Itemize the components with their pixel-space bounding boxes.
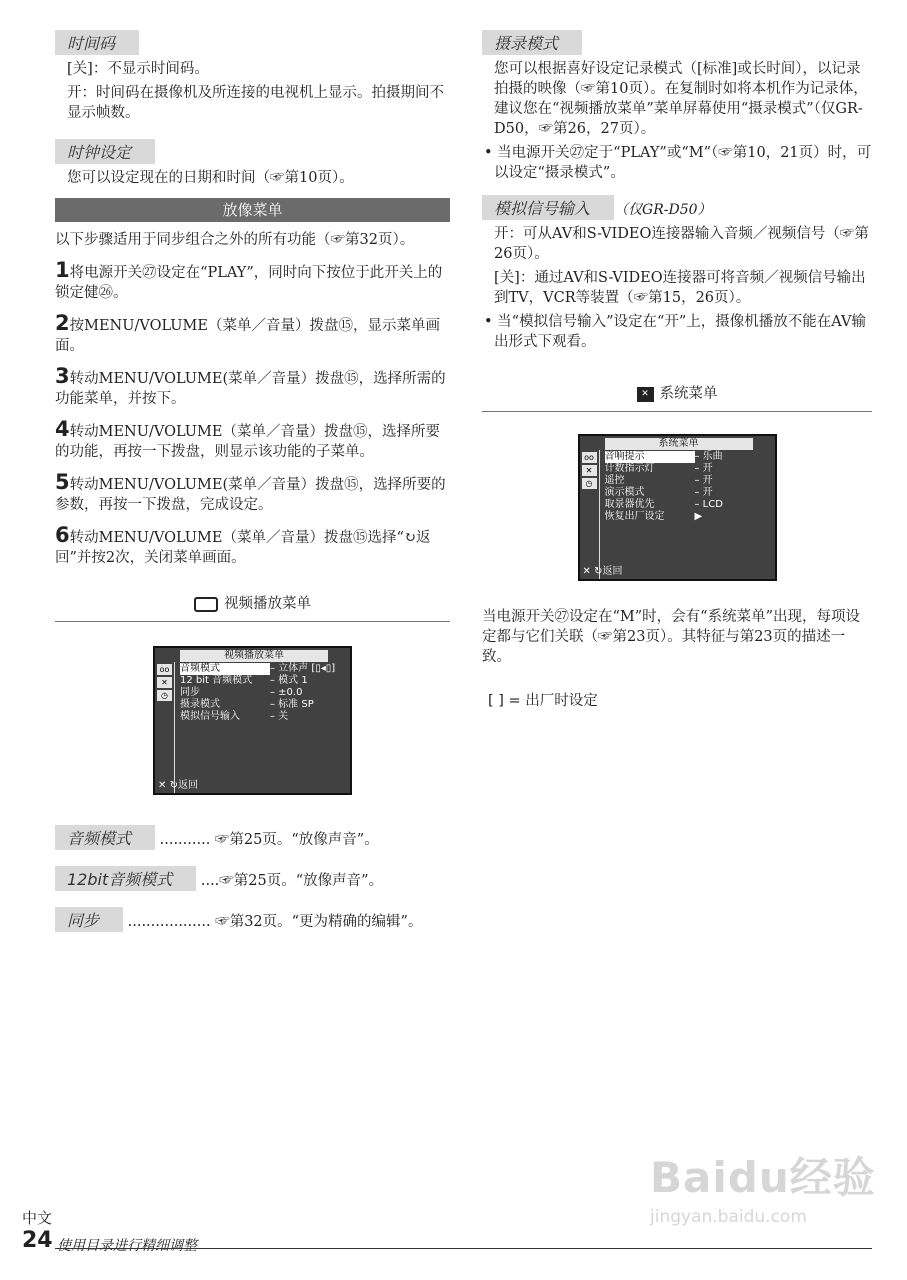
ref-item [55, 825, 450, 850]
step-number: 6 [55, 523, 70, 547]
section-heading-timecode: 时间码 [55, 30, 139, 55]
footer-divider [55, 1248, 872, 1249]
menu-row-label: 演示模式 [604, 487, 645, 498]
step-number: 1 [55, 258, 70, 282]
ref-item [55, 866, 450, 891]
step [55, 366, 450, 409]
menu-row-label: 同步 [180, 687, 200, 698]
screen-title: 视频播放菜单 [180, 650, 328, 662]
timecode-on-text: 开：时间码在摄像机及所连接的电视机上显示。拍摄期间不显示帧数。 [67, 85, 444, 121]
watermark-url: jingyan.baidu.com [650, 1207, 807, 1227]
section-heading-record-mode: 摄录模式 [482, 30, 582, 55]
menu-row-value: – 开 [694, 475, 713, 486]
analog-on-text: 开：可从AV和S-VIDEO连接器输入音频／视频信号（☞第26页）。 [494, 226, 869, 262]
step-text: 按MENU/VOLUME（菜单／音量）拨盘⑮，显示菜单画面。 [55, 318, 440, 354]
playback-menu-screen [153, 646, 352, 795]
analog-off-text: [关]：通过AV和S-VIDEO连接器可将音频／视频信号输出到TV，VCR等装置（☞第15，26页）。 [494, 270, 866, 306]
clock-icon: ◷ [582, 478, 597, 489]
close-icon: ✕ [158, 780, 167, 791]
page-footer [22, 1207, 197, 1254]
system-icon: ✕ [637, 387, 654, 402]
menu-row-value: – 乐曲 [694, 451, 723, 462]
system-menu-label: 系统菜单 [659, 386, 718, 402]
menu-row-value: ▶ [694, 511, 703, 522]
menu-row-label: 12 bit 音频模式 [180, 675, 253, 686]
step [55, 313, 450, 356]
step-text: 将电源开关㉗设定在“PLAY”，同时向下按位于此开关上的锁定健㉖。 [55, 265, 443, 301]
menu-row-value: – 开 [694, 463, 713, 474]
section-heading-clock: 时钟设定 [55, 139, 155, 164]
section-heading-analog-input [482, 195, 872, 224]
screen-sidebar [580, 450, 600, 579]
step [55, 419, 450, 462]
menu-row[interactable] [180, 687, 345, 699]
menu-row[interactable] [605, 475, 770, 487]
menu-row[interactable] [605, 463, 770, 475]
ref-text: .................. ☞第32页。“更为精确的编辑”。 [127, 914, 423, 930]
record-mode-text: 您可以根据喜好设定记录模式（[标准]或长时间），以记录拍摄的映像（☞第10页）。在复制时如将本机作为记录体，建议您在“视频播放菜单”菜单屏幕使用“摄录模式”（仅GR-D50，☞第26，27页）。 [494, 61, 868, 137]
menu-row[interactable] [605, 451, 770, 463]
left-column [55, 30, 450, 932]
back-label: ↻返回 [169, 780, 198, 791]
default-setting-legend: [ ] = 出厂时设定 [488, 693, 598, 709]
ref-title: 12bit音频模式 [55, 866, 196, 891]
watermark-logo: Baidu经验 [650, 1153, 876, 1202]
menu-row-value: – LCD [694, 499, 723, 510]
step-number: 4 [55, 417, 70, 441]
ref-item [55, 907, 450, 932]
menu-row-value: – 标准 SP [270, 699, 314, 710]
menu-row-value: – ±0.0 [270, 687, 303, 698]
close-icon: ✕ [582, 566, 591, 577]
step-number: 2 [55, 311, 70, 335]
menu-row[interactable] [605, 511, 770, 523]
menu-row[interactable] [605, 487, 770, 499]
step-number: 3 [55, 364, 70, 388]
language-label: 中文 [22, 1209, 53, 1227]
menu-row[interactable] [180, 699, 345, 711]
ref-text: ....☞第25页。“放像声音”。 [200, 873, 384, 889]
menu-row-label: 遥控 [604, 475, 625, 486]
step-text: 转动MENU/VOLUME（菜单／音量）拨盘⑮，选择所要的功能，再按一下拨盘，则显示该功能的子菜单。 [55, 424, 440, 460]
watermark [650, 1145, 876, 1227]
step-number: 5 [55, 470, 70, 494]
video-playback-menu-title [55, 592, 450, 622]
playback-menu-bar: 放像菜单 [55, 198, 450, 222]
menu-row-value: – 模式 1 [270, 675, 308, 686]
menu-row[interactable] [180, 711, 345, 723]
page-number: 24 [22, 1228, 53, 1253]
system-menu-screen [578, 434, 777, 581]
menu-row-value: – 立体声 [▯◂▯] [270, 663, 336, 674]
ref-title: 音频模式 [55, 825, 155, 850]
system-menu-note: 当电源开关㉗设定在“M”时，会有“系统菜单”出现，每项设定都与它们关联（☞第23页）。其特征与第23页的描述一致。 [482, 609, 860, 665]
step [55, 260, 450, 303]
menu-row[interactable] [180, 675, 345, 687]
menu-row-label: 音频模式 [180, 663, 270, 675]
menu-row-label: 摄录模式 [180, 699, 220, 710]
footer-title: 使用目录进行精细调整 [57, 1238, 197, 1254]
intro-text: 以下步骤适用于同步组合之外的所有功能（☞第32页）。 [55, 232, 415, 248]
analog-bullet: • 当“模拟信号输入”设定在“开”上，摄像机播放不能在AV输出形式下观看。 [484, 314, 867, 350]
step-text: 转动MENU/VOLUME(菜单／音量）拨盘⑮，选择所需的功能菜单，并按下。 [55, 371, 446, 407]
right-column [482, 30, 872, 711]
menu-row-value: – 开 [694, 487, 713, 498]
tape-icon [194, 597, 218, 612]
ref-text: ........... ☞第25页。“放像声音”。 [159, 832, 379, 848]
menu-row-label: 计数指示灯 [604, 463, 655, 474]
system-icon: ✕ [582, 465, 597, 476]
menu-row[interactable] [605, 499, 770, 511]
screen-menu-list [180, 663, 345, 723]
screen-menu-list [605, 451, 770, 523]
system-menu-title [482, 382, 872, 412]
record-mode-bullet: • 当电源开关㉗定于“PLAY”或“M”（☞第10，21页）时，可以设定“摄录模式”。 [484, 145, 872, 181]
video-playback-menu-label: 视频播放菜单 [224, 596, 311, 612]
menu-row-label: 恢复出厂设定 [604, 511, 665, 522]
step-text: 转动MENU/VOLUME(菜单／音量）拨盘⑮，选择所要的参数，再按一下拨盘，完成设定。 [55, 477, 446, 513]
clock-icon: ◷ [157, 690, 172, 701]
screen-title: 系统菜单 [605, 438, 753, 450]
menu-row-label: 取景器优先 [604, 499, 655, 510]
back-button[interactable] [158, 776, 198, 791]
tape-icon: oo [582, 452, 597, 463]
menu-row-value: – 关 [270, 711, 289, 722]
step [55, 525, 450, 568]
ref-title: 同步 [55, 907, 123, 932]
system-icon: ✕ [157, 677, 172, 688]
clock-text: 您可以设定现在的日期和时间（☞第10页）。 [67, 170, 354, 186]
timecode-off-text: [关]：不显示时间码。 [67, 61, 209, 77]
analog-input-title: 模拟信号输入 [482, 195, 614, 220]
menu-row-label: 模拟信号输入 [180, 711, 240, 722]
menu-row[interactable] [180, 663, 345, 675]
menu-row-label: 音响提示 [605, 451, 695, 463]
step-text: 转动MENU/VOLUME（菜单／音量）拨盘⑮选择“↻返回”并按2次，关闭菜单画面。 [55, 530, 431, 566]
tape-icon: oo [157, 664, 172, 675]
back-button[interactable] [583, 562, 623, 577]
screen-sidebar [155, 662, 175, 793]
back-label: ↻返回 [594, 566, 623, 577]
step [55, 472, 450, 515]
analog-input-subtitle: （仅GR-D50） [614, 202, 712, 218]
